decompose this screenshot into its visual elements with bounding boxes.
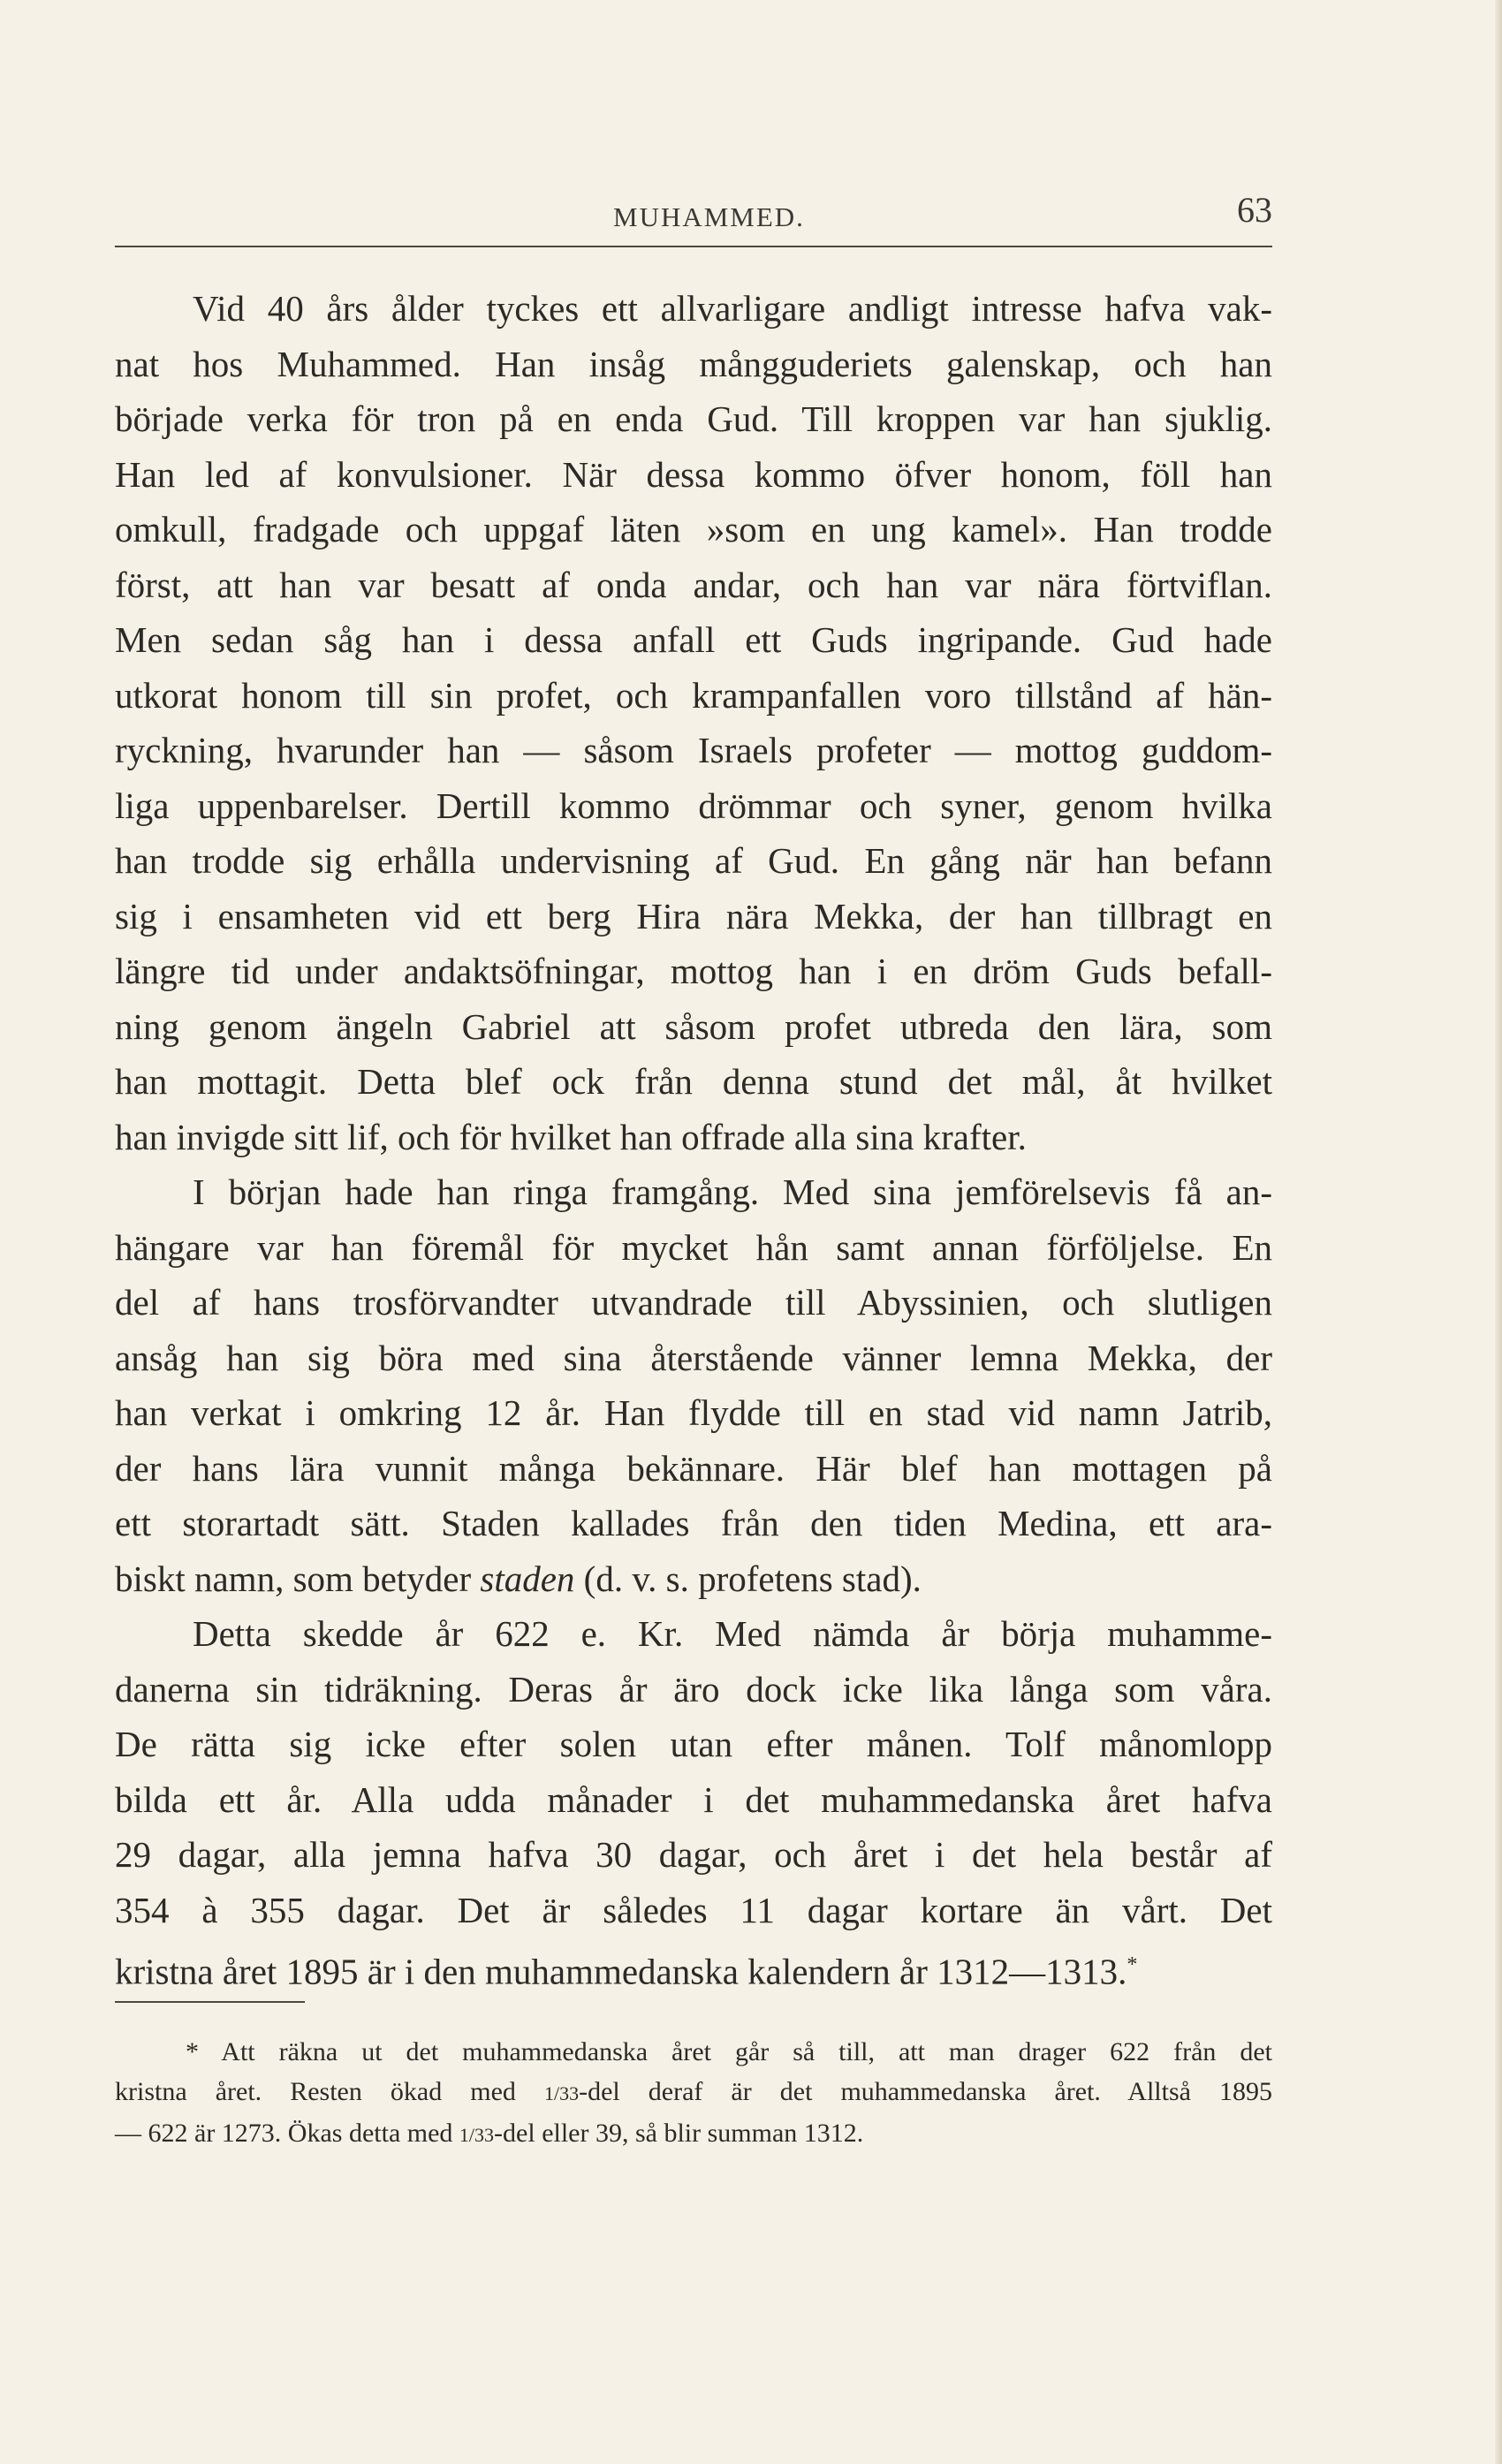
- text-fragment: — 622 är 1273. Ökas detta med: [115, 2119, 453, 2148]
- text-line: [115, 1937, 1272, 1993]
- text-line: hängare var han föremål för mycket hån samt annan förföljelse. En: [115, 1226, 1272, 1268]
- text-line: han mottagit. Detta blef ock från denna stund det mål, åt hvilket: [115, 1061, 1272, 1102]
- main-text: [115, 281, 1272, 1993]
- text-line: De rätta sig icke efter solen utan efter månen. Tolf månomlopp: [115, 1724, 1272, 1764]
- text-line: liga uppenbarelser. Dertill kommo drömmar och syner, genom hvilka: [115, 785, 1272, 826]
- text-line: längre tid under andaktsöfningar, mottog han i en dröm Guds befall-: [115, 951, 1272, 991]
- text-line: nat hos Muhammed. Han insåg mångguderiets galenskap, och han: [115, 343, 1272, 384]
- header-rule: [115, 246, 1272, 247]
- text-line: 354 à 355 dagar. Det är således 11 dagar kortare än vårt. Det: [115, 1889, 1272, 1930]
- text-line: han verkat i omkring 12 år. Han flydde till en stad vid namn Jatrib,: [115, 1392, 1272, 1433]
- fraction: 1/33: [459, 2124, 495, 2146]
- text-line: ryckning, hvarunder han — såsom Israels profeter — mottog guddom-: [115, 730, 1272, 770]
- text-line: Vid 40 års ålder tyckes ett allvarligare andligt intresse hafva vak-: [193, 288, 1272, 329]
- running-title: MUHAMMED.: [613, 201, 805, 232]
- fraction: 1/33: [543, 2082, 580, 2104]
- text-fragment: biskt namn, som betyder: [115, 1558, 472, 1599]
- text-fragment: -del deraf är det muhammedanska året. Alltså 1895: [579, 2077, 1272, 2106]
- text-line: ett storartadt sätt. Staden kallades från den tiden Medina, ett ara-: [115, 1503, 1272, 1543]
- footnote-marker: *: [1126, 1953, 1138, 1976]
- text-line-with-emphasis: [115, 1551, 1272, 1607]
- text-line: han trodde sig erhålla undervisning af Gud. En gång när han befann: [115, 840, 1272, 881]
- text-line: I början hade han ringa framgång. Med sina jemförelsevis få an-: [193, 1171, 1272, 1212]
- text-line: sig i ensamheten vid ett berg Hira nära Mekka, der han tillbragt en: [115, 895, 1272, 936]
- text-line: ansåg han sig böra med sina återstående vänner lemna Mekka, der: [115, 1337, 1272, 1378]
- footnote-line: * Att räkna ut det muhammedanska året går så till, att man drager 622 från det: [186, 2037, 1272, 2066]
- text-line: utkorat honom till sin profet, och krampanfallen voro tillstånd af hän-: [115, 674, 1272, 716]
- text-line: 29 dagar, alla jemna hafva 30 dagar, och året i det hela består af: [115, 1834, 1272, 1875]
- text-fragment: -del eller 39, så blir summan 1312.: [494, 2119, 864, 2148]
- footnote-line: [115, 2113, 1272, 2155]
- text-line: först, att han var besatt af onda andar, och han var nära förtviflan.: [115, 564, 1272, 605]
- page-header: [115, 186, 1272, 239]
- page-number: 63: [1237, 190, 1272, 230]
- text-line: omkull, fradgade och uppgaf läten »som en ung kamel». Han trodde: [115, 509, 1272, 550]
- text-line: började verka för tron på en enda Gud. Till kroppen var han sjuklig.: [115, 398, 1272, 439]
- text-line: ning genom ängeln Gabriel att såsom profet utbreda den lära, som: [115, 1005, 1272, 1047]
- text-line: del af hans trosförvandter utvandrade till Abyssinien, och slutligen: [115, 1282, 1272, 1323]
- text-line: der hans lära vunnit många bekännare. Här blef han mottagen på: [115, 1447, 1272, 1489]
- page-edge: [1495, 0, 1502, 2464]
- footnote-rule: [115, 2001, 305, 2003]
- footnote: [115, 2032, 1272, 2155]
- footnote-line: [115, 2072, 1272, 2113]
- text-fragment: (d. v. s. profetens stad).: [583, 1558, 922, 1599]
- text-line: han invigde sitt lif, och för hvilket han offrade alla sina krafter.: [115, 1116, 1027, 1157]
- text-line: danerna sin tidräkning. Deras år äro dock icke lika långa som våra.: [115, 1668, 1272, 1710]
- text-line: bilda ett år. Alla udda månader i det muhammedanska året hafva: [115, 1778, 1272, 1820]
- text-line: Men sedan såg han i dessa anfall ett Guds ingripande. Gud hade: [115, 619, 1272, 660]
- text-line: Han led af konvulsioner. När dessa kommo öfver honom, föll han: [115, 453, 1272, 495]
- emphasized-word: staden: [480, 1558, 575, 1599]
- text-line: Detta skedde år 622 e. Kr. Med nämda år börja muhamme-: [193, 1613, 1272, 1654]
- text-fragment: kristna året 1895 är i den muhammedanska kalendern år 1312—1313.: [115, 1951, 1127, 1992]
- text-fragment: kristna året. Resten ökad med: [115, 2077, 516, 2106]
